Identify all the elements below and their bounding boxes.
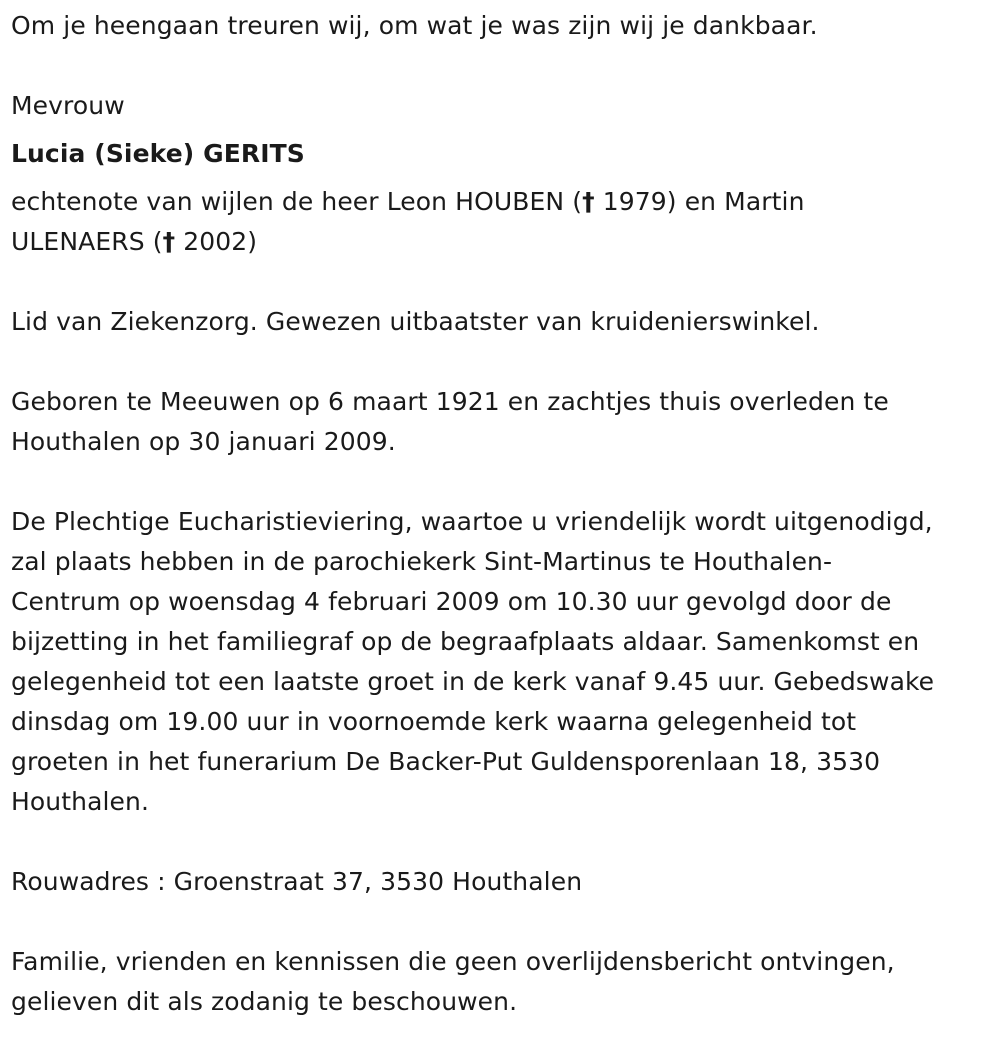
spouse-1-death-year: 1979) en Martin [594,187,805,216]
ceremony-line: bijzetting in het familiegraf op de begraafplaats aldaar. Samenkomst en [11,627,920,656]
spouse-line-2-text: ULENAERS ( [11,227,163,256]
obituary-notice [11,6,996,1022]
ceremony-line: dinsdag om 19.00 uur in voornoemde kerk waarna gelegenheid tot [11,707,857,736]
birth-death-line-1: Geboren te Meeuwen op 6 maart 1921 en zachtjes thuis overleden te [11,387,889,416]
spacer [11,902,996,942]
deceased-name: Lucia (Sieke) GERITS [11,139,305,168]
salutation: Mevrouw [11,91,125,120]
spacer [11,262,996,302]
spacer [11,342,996,382]
ceremony-line: Houthalen. [11,787,150,816]
ceremony-line: De Plechtige Eucharistieviering, waartoe u vriendelijk wordt uitgenodigd, [11,507,933,536]
mourning-address: Rouwadres : Groenstraat 37, 3530 Houthalen [11,867,583,896]
ceremony-line: zal plaats hebben in de parochiekerk Sint-Martinus te Houthalen- [11,547,833,576]
spouse-2-death-year: 2002) [175,227,258,256]
membership-line: Lid van Ziekenzorg. Gewezen uitbaatster van kruidenierswinkel. [11,307,820,336]
spouse-line-1 [11,182,996,222]
spouse-line-1-text: echtenote van wijlen de heer Leon HOUBEN ( [11,187,583,216]
birth-death-line-2: Houthalen op 30 januari 2009. [11,427,396,456]
ceremony-line: gelegenheid tot een laatste groet in de kerk vanaf 9.45 uur. Gebedswake [11,667,935,696]
ceremony-line: groeten in het funerarium De Backer-Put Guldensporenlaan 18, 3530 [11,747,881,776]
cross-icon: † [582,187,595,216]
opening-line: Om je heengaan treuren wij, om wat je was zijn wij je dankbaar. [11,11,818,40]
cross-icon: † [162,227,176,256]
spacer [11,46,996,86]
spacer [11,462,996,502]
spacer [11,822,996,862]
ceremony-line: Centrum op woensdag 4 februari 2009 om 10.30 uur gevolgd door de [11,587,892,616]
closing-line-2: gelieven dit als zodanig te beschouwen. [11,987,518,1016]
closing-line-1: Familie, vrienden en kennissen die geen overlijdensbericht ontvingen, [11,947,895,976]
spouse-line-2 [11,222,996,262]
